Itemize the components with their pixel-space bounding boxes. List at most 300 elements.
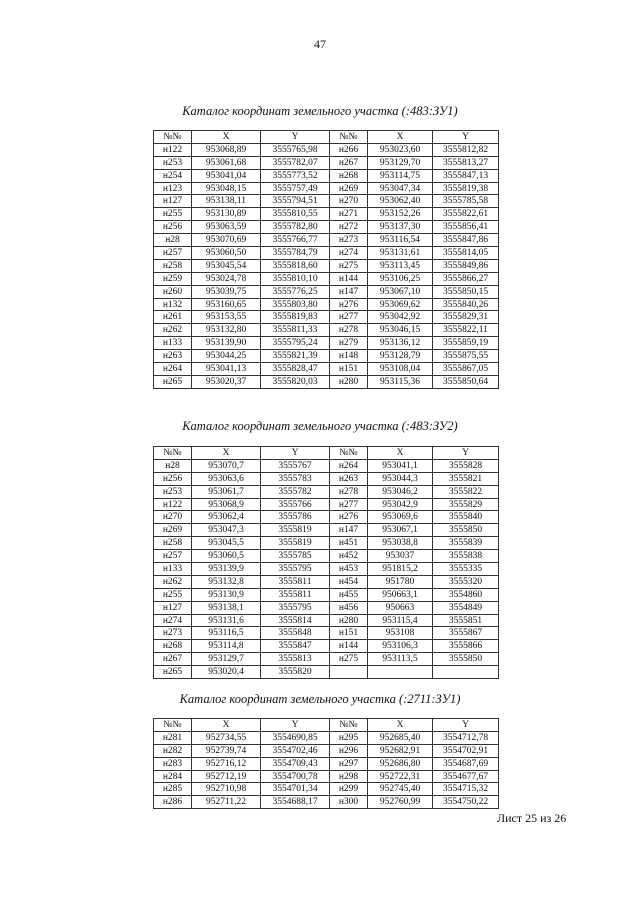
x-coordinate-cell: 953069,62 [368,298,433,311]
x-coordinate-cell: 953042,9 [368,498,433,511]
table-row [154,234,499,247]
column-header: №№ [330,719,368,732]
point-id-cell: н268 [154,640,192,653]
x-coordinate-cell: 953106,25 [368,272,433,285]
y-coordinate-cell: 3555829 [433,498,499,511]
column-header: X [192,131,261,144]
table-row [154,169,499,182]
table-row [154,666,499,679]
y-coordinate-cell: 3555838 [433,550,499,563]
y-coordinate-cell: 3555811 [261,588,330,601]
point-id-cell: н122 [154,143,192,156]
table-caption-1: Каталог координат земельного участка (:483:ЗУ1) [182,104,458,118]
point-id-cell: н255 [154,588,192,601]
x-coordinate-cell: 953061,68 [192,156,261,169]
x-coordinate-cell: 953041,1 [368,459,433,472]
y-coordinate-cell: 3555795,24 [261,337,330,350]
y-coordinate-cell: 3555850 [433,524,499,537]
y-coordinate-cell: 3555828 [433,459,499,472]
x-coordinate-cell: 953039,75 [192,285,261,298]
y-coordinate-cell: 3554709,43 [261,757,330,770]
point-id-cell: н280 [330,614,368,627]
column-header: Y [433,719,499,732]
y-coordinate-cell: 3554701,34 [261,783,330,796]
point-id-cell: н127 [154,601,192,614]
point-id-cell: н122 [154,498,192,511]
x-coordinate-cell: 953063,59 [192,221,261,234]
y-coordinate-cell: 3555818,60 [261,259,330,272]
point-id-cell: н283 [154,757,192,770]
point-id-cell: н263 [330,472,368,485]
coordinates-table-3 [153,718,499,809]
x-coordinate-cell: 953114,75 [368,169,433,182]
x-coordinate-cell: 953115,4 [368,614,433,627]
x-coordinate-cell: 953160,65 [192,298,261,311]
y-coordinate-cell: 3555783 [261,472,330,485]
table-row [154,285,499,298]
y-coordinate-cell: 3555785 [261,550,330,563]
point-id-cell: н295 [330,731,368,744]
y-coordinate-cell: 3555822,11 [433,324,499,337]
x-coordinate-cell: 953020,4 [192,666,261,679]
point-id-cell: н455 [330,588,368,601]
y-coordinate-cell: 3555839 [433,537,499,550]
table-row [154,511,499,524]
point-id-cell: н265 [154,375,192,388]
point-id-cell: н147 [330,524,368,537]
column-header: Y [261,719,330,732]
column-header: X [192,719,261,732]
x-coordinate-cell: 953136,12 [368,337,433,350]
x-coordinate-cell: 953132,80 [192,324,261,337]
x-coordinate-cell: 953106,3 [368,640,433,653]
point-id-cell: н275 [330,259,368,272]
table-row [154,498,499,511]
y-coordinate-cell: 3555840 [433,511,499,524]
header-row [154,131,499,144]
y-coordinate-cell: 3555813 [261,653,330,666]
table-row [154,796,499,809]
table-row [154,459,499,472]
point-id-cell: н144 [330,272,368,285]
x-coordinate-cell: 953132,8 [192,575,261,588]
y-coordinate-cell: 3555819 [261,524,330,537]
x-coordinate-cell: 953020,37 [192,375,261,388]
column-header: X [368,447,433,460]
table-row [154,640,499,653]
table-row [154,524,499,537]
point-id-cell: н282 [154,744,192,757]
y-coordinate-cell [433,666,499,679]
y-coordinate-cell: 3555766 [261,498,330,511]
x-coordinate-cell: 953131,61 [368,247,433,260]
page-number: 47 [314,37,326,51]
point-id-cell: н254 [154,169,192,182]
point-id-cell: н267 [330,156,368,169]
column-header: Y [261,131,330,144]
x-coordinate-cell: 953067,1 [368,524,433,537]
y-coordinate-cell: 3555856,41 [433,221,499,234]
x-coordinate-cell: 952685,40 [368,731,433,744]
x-coordinate-cell: 953024,78 [192,272,261,285]
y-coordinate-cell: 3555814,05 [433,247,499,260]
y-coordinate-cell: 3554860 [433,588,499,601]
y-coordinate-cell: 3555810,55 [261,208,330,221]
point-id-cell: н299 [330,783,368,796]
point-id-cell: н272 [330,221,368,234]
x-coordinate-cell: 952710,98 [192,783,261,796]
y-coordinate-cell: 3555785,58 [433,195,499,208]
y-coordinate-cell: 3555335 [433,563,499,576]
x-coordinate-cell: 952739,74 [192,744,261,757]
x-coordinate-cell: 950663 [368,601,433,614]
table-row [154,324,499,337]
y-coordinate-cell: 3555320 [433,575,499,588]
x-coordinate-cell: 952716,12 [192,757,261,770]
x-coordinate-cell: 953068,9 [192,498,261,511]
point-id-cell: н298 [330,770,368,783]
x-coordinate-cell: 953108,04 [368,363,433,376]
x-coordinate-cell: 952711,22 [192,796,261,809]
table-row [154,156,499,169]
y-coordinate-cell: 3555820 [261,666,330,679]
y-coordinate-cell: 3555875,55 [433,350,499,363]
y-coordinate-cell: 3555821 [433,472,499,485]
y-coordinate-cell: 3555782 [261,485,330,498]
y-coordinate-cell: 3555782,80 [261,221,330,234]
y-coordinate-cell: 3555847,13 [433,169,499,182]
point-id-cell: н28 [154,459,192,472]
x-coordinate-cell: 953116,54 [368,234,433,247]
x-coordinate-cell: 953038,8 [368,537,433,550]
table-row [154,550,499,563]
y-coordinate-cell: 3555866,27 [433,272,499,285]
x-coordinate-cell: 953041,04 [192,169,261,182]
x-coordinate-cell: 953153,55 [192,311,261,324]
x-coordinate-cell: 953139,90 [192,337,261,350]
column-header: №№ [154,131,192,144]
point-id-cell: н263 [154,350,192,363]
y-coordinate-cell: 3555847,86 [433,234,499,247]
point-id-cell: н262 [154,575,192,588]
point-id-cell: н456 [330,601,368,614]
point-id-cell: н253 [154,485,192,498]
y-coordinate-cell: 3554712,78 [433,731,499,744]
point-id-cell: н274 [330,247,368,260]
point-id-cell: н270 [154,511,192,524]
column-header: X [192,447,261,460]
x-coordinate-cell: 953044,3 [368,472,433,485]
point-id-cell: н262 [154,324,192,337]
point-id-cell: н151 [330,363,368,376]
x-coordinate-cell: 952722,31 [368,770,433,783]
y-coordinate-cell: 3555819,83 [261,311,330,324]
y-coordinate-cell: 3555765,98 [261,143,330,156]
x-coordinate-cell: 953115,36 [368,375,433,388]
point-id-cell: н147 [330,285,368,298]
table-row [154,472,499,485]
point-id-cell: н277 [330,498,368,511]
table-row [154,375,499,388]
column-header: Y [433,131,499,144]
y-coordinate-cell: 3554849 [433,601,499,614]
table-row [154,298,499,311]
y-coordinate-cell: 3555821,39 [261,350,330,363]
table-row [154,537,499,550]
x-coordinate-cell: 953068,89 [192,143,261,156]
y-coordinate-cell: 3555773,52 [261,169,330,182]
table-row [154,337,499,350]
point-id-cell: н127 [154,195,192,208]
y-coordinate-cell: 3555803,80 [261,298,330,311]
x-coordinate-cell: 953138,1 [192,601,261,614]
table-row [154,221,499,234]
y-coordinate-cell: 3555795 [261,563,330,576]
x-coordinate-cell: 952682,91 [368,744,433,757]
y-coordinate-cell: 3554702,46 [261,744,330,757]
column-header: Y [261,447,330,460]
y-coordinate-cell: 3555850,64 [433,375,499,388]
y-coordinate-cell: 3555847 [261,640,330,653]
point-id-cell: н255 [154,208,192,221]
y-coordinate-cell: 3554677,67 [433,770,499,783]
column-header: №№ [330,447,368,460]
table-row [154,363,499,376]
y-coordinate-cell: 3555828,47 [261,363,330,376]
point-id-cell: н454 [330,575,368,588]
table-row [154,259,499,272]
y-coordinate-cell: 3554687,69 [433,757,499,770]
y-coordinate-cell: 3555867 [433,627,499,640]
x-coordinate-cell: 953113,45 [368,259,433,272]
y-coordinate-cell: 3555819 [261,537,330,550]
x-coordinate-cell: 953139,9 [192,563,261,576]
y-coordinate-cell: 3555795 [261,601,330,614]
x-coordinate-cell: 952745,40 [368,783,433,796]
x-coordinate-cell: 953129,70 [368,156,433,169]
y-coordinate-cell: 3555813,27 [433,156,499,169]
table-row [154,143,499,156]
point-id-cell: н257 [154,550,192,563]
header-row [154,719,499,732]
y-coordinate-cell: 3555810,10 [261,272,330,285]
x-coordinate-cell: 953044,25 [192,350,261,363]
point-id-cell: н132 [154,298,192,311]
point-id-cell: н276 [330,298,368,311]
table-row [154,588,499,601]
x-coordinate-cell: 953108 [368,627,433,640]
y-coordinate-cell: 3555866 [433,640,499,653]
x-coordinate-cell: 953114,8 [192,640,261,653]
y-coordinate-cell: 3555848 [261,627,330,640]
table-row [154,653,499,666]
x-coordinate-cell: 953062,40 [368,195,433,208]
sheet-label: Лист 25 из 26 [497,811,567,825]
header-row [154,447,499,460]
y-coordinate-cell: 3555867,05 [433,363,499,376]
x-coordinate-cell: 953060,5 [192,550,261,563]
y-coordinate-cell: 3554715,32 [433,783,499,796]
x-coordinate-cell: 953061,7 [192,485,261,498]
column-header: №№ [330,131,368,144]
point-id-cell: н259 [154,272,192,285]
table-row [154,731,499,744]
x-coordinate-cell: 953069,6 [368,511,433,524]
point-id-cell [330,666,368,679]
x-coordinate-cell: 953137,30 [368,221,433,234]
point-id-cell: н133 [154,563,192,576]
table-row [154,783,499,796]
point-id-cell: н452 [330,550,368,563]
column-header: X [368,131,433,144]
point-id-cell: н148 [330,350,368,363]
x-coordinate-cell: 952734,55 [192,731,261,744]
table-row [154,601,499,614]
point-id-cell: н300 [330,796,368,809]
x-coordinate-cell: 952712,19 [192,770,261,783]
x-coordinate-cell: 953130,89 [192,208,261,221]
x-coordinate-cell: 952686,80 [368,757,433,770]
y-coordinate-cell: 3555819,38 [433,182,499,195]
table-row [154,182,499,195]
point-id-cell: н253 [154,156,192,169]
point-id-cell: н274 [154,614,192,627]
x-coordinate-cell: 953046,15 [368,324,433,337]
x-coordinate-cell: 953070,69 [192,234,261,247]
coordinates-table-1 [153,130,499,389]
point-id-cell: н28 [154,234,192,247]
y-coordinate-cell: 3555776,25 [261,285,330,298]
x-coordinate-cell: 953070,7 [192,459,261,472]
x-coordinate-cell: 950663,1 [368,588,433,601]
column-header: №№ [154,719,192,732]
point-id-cell: н273 [330,234,368,247]
x-coordinate-cell: 953138,11 [192,195,261,208]
point-id-cell: н268 [330,169,368,182]
x-coordinate-cell: 953046,2 [368,485,433,498]
table-row [154,247,499,260]
y-coordinate-cell: 3555784,79 [261,247,330,260]
coordinates-table-2 [153,446,499,679]
x-coordinate-cell: 953045,5 [192,537,261,550]
column-header: №№ [154,447,192,460]
y-coordinate-cell: 3555859,19 [433,337,499,350]
x-coordinate-cell: 953060,50 [192,247,261,260]
x-coordinate-cell: 953063,6 [192,472,261,485]
x-coordinate-cell: 953116,5 [192,627,261,640]
x-coordinate-cell: 953048,15 [192,182,261,195]
column-header: X [368,719,433,732]
y-coordinate-cell: 3555850,15 [433,285,499,298]
point-id-cell: н264 [154,363,192,376]
point-id-cell: н267 [154,653,192,666]
point-id-cell: н266 [330,143,368,156]
column-header: Y [433,447,499,460]
x-coordinate-cell: 953023,60 [368,143,433,156]
y-coordinate-cell: 3554690,85 [261,731,330,744]
point-id-cell: н133 [154,337,192,350]
point-id-cell: н257 [154,247,192,260]
point-id-cell: н260 [154,285,192,298]
x-coordinate-cell: 953130,9 [192,588,261,601]
y-coordinate-cell: 3555767 [261,459,330,472]
point-id-cell: н278 [330,485,368,498]
x-coordinate-cell: 953045,54 [192,259,261,272]
point-id-cell: н284 [154,770,192,783]
table-row [154,770,499,783]
point-id-cell: н144 [330,640,368,653]
table-row [154,272,499,285]
y-coordinate-cell: 3555794,51 [261,195,330,208]
y-coordinate-cell: 3555782,07 [261,156,330,169]
x-coordinate-cell: 953041,13 [192,363,261,376]
point-id-cell: н286 [154,796,192,809]
table-row [154,614,499,627]
table-row [154,627,499,640]
table-row [154,350,499,363]
point-id-cell: н453 [330,563,368,576]
point-id-cell: н269 [154,524,192,537]
x-coordinate-cell: 953047,3 [192,524,261,537]
y-coordinate-cell: 3555814 [261,614,330,627]
table-row [154,195,499,208]
y-coordinate-cell: 3555822 [433,485,499,498]
point-id-cell: н276 [330,511,368,524]
y-coordinate-cell: 3555822,61 [433,208,499,221]
table-row [154,575,499,588]
y-coordinate-cell: 3555850 [433,653,499,666]
x-coordinate-cell: 953042,92 [368,311,433,324]
point-id-cell: н278 [330,324,368,337]
y-coordinate-cell: 3554700,78 [261,770,330,783]
point-id-cell: н285 [154,783,192,796]
point-id-cell: н271 [330,208,368,221]
table-row [154,311,499,324]
x-coordinate-cell: 953037 [368,550,433,563]
table-caption-2: Каталог координат земельного участка (:483:ЗУ2) [182,419,458,433]
point-id-cell: н256 [154,221,192,234]
point-id-cell: н296 [330,744,368,757]
point-id-cell: н451 [330,537,368,550]
x-coordinate-cell: 951780 [368,575,433,588]
point-id-cell: н281 [154,731,192,744]
y-coordinate-cell: 3555766,77 [261,234,330,247]
y-coordinate-cell: 3555757,49 [261,182,330,195]
table-row [154,744,499,757]
point-id-cell: н280 [330,375,368,388]
point-id-cell: н270 [330,195,368,208]
point-id-cell: н264 [330,459,368,472]
table-row [154,563,499,576]
x-coordinate-cell: 953067,10 [368,285,433,298]
point-id-cell: н123 [154,182,192,195]
y-coordinate-cell: 3555829,31 [433,311,499,324]
point-id-cell: н258 [154,259,192,272]
y-coordinate-cell: 3555812,82 [433,143,499,156]
x-coordinate-cell: 953129,7 [192,653,261,666]
table-row [154,208,499,221]
table-row [154,485,499,498]
y-coordinate-cell: 3554688,17 [261,796,330,809]
y-coordinate-cell: 3555840,26 [433,298,499,311]
x-coordinate-cell: 952760,99 [368,796,433,809]
point-id-cell: н265 [154,666,192,679]
x-coordinate-cell: 951815,2 [368,563,433,576]
y-coordinate-cell: 3555786 [261,511,330,524]
point-id-cell: н273 [154,627,192,640]
point-id-cell: н297 [330,757,368,770]
point-id-cell: н261 [154,311,192,324]
